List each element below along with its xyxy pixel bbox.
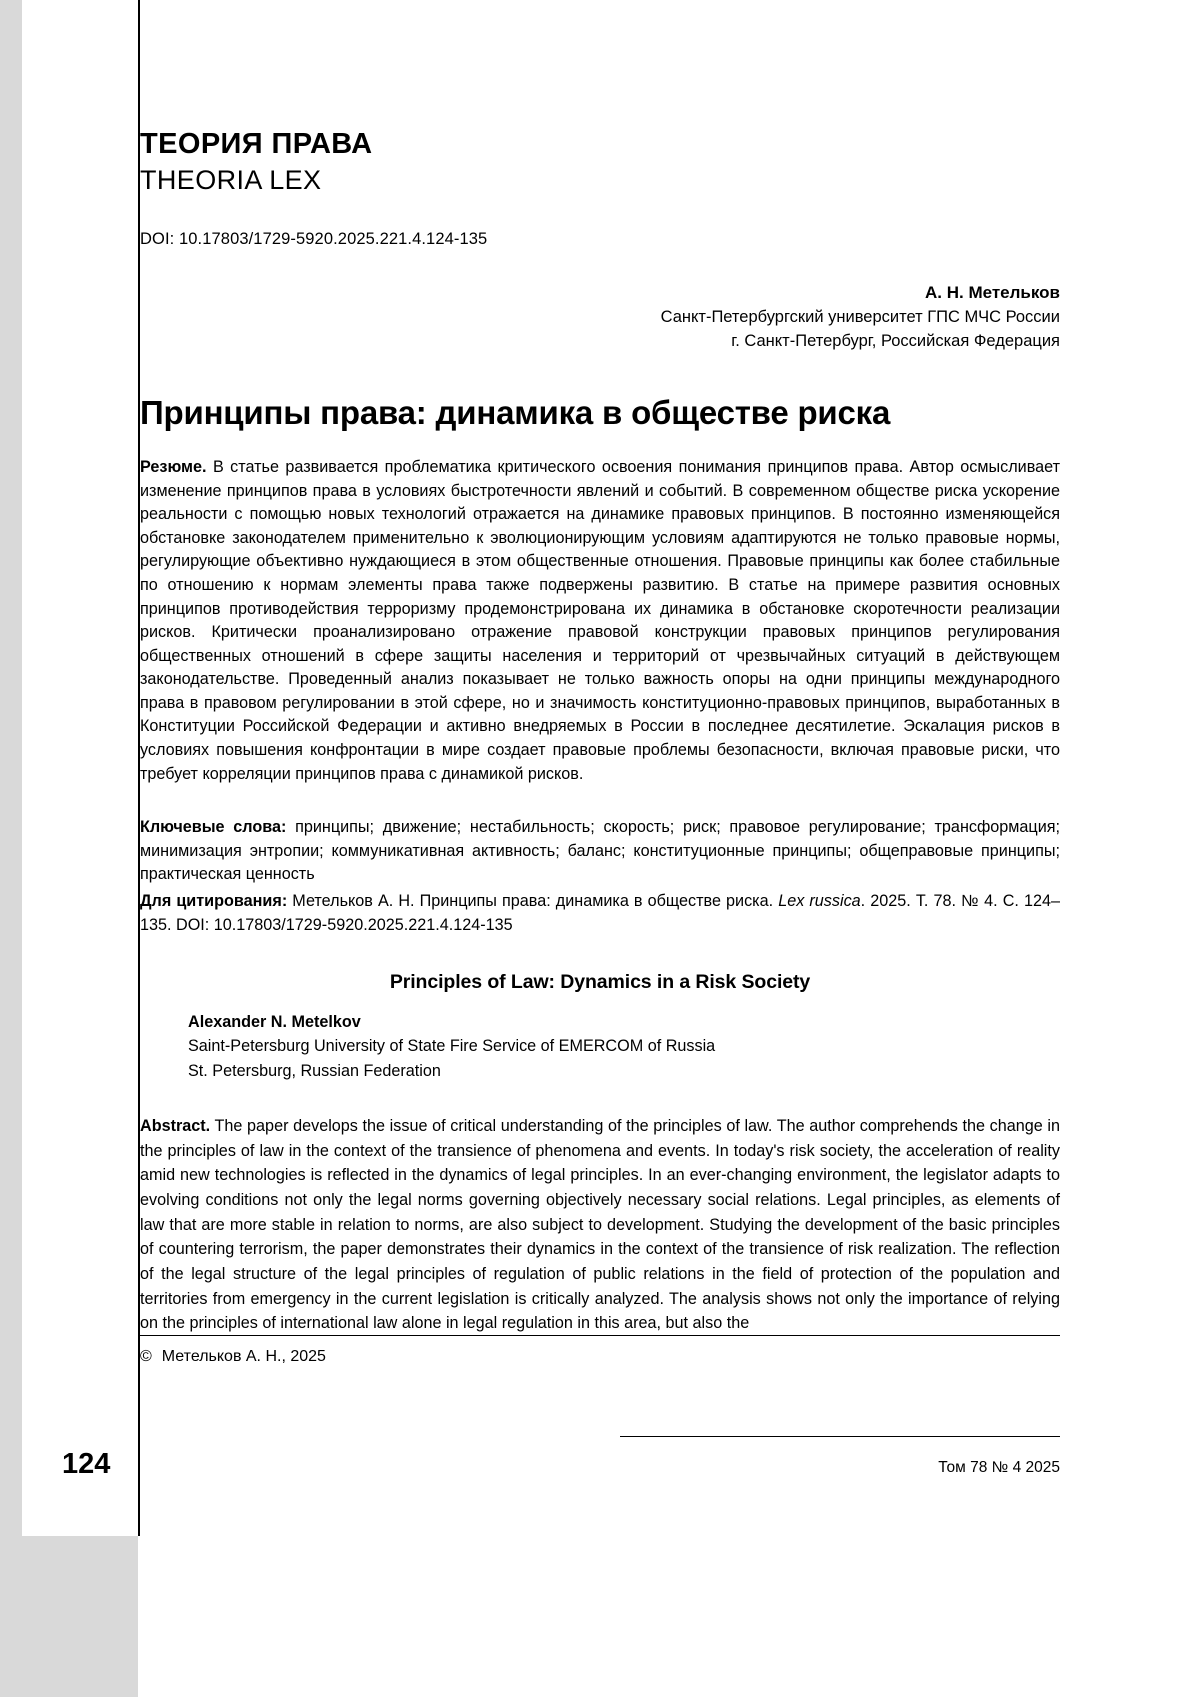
- left-margin-footer-band: [22, 1536, 138, 1697]
- author-affiliation-en: Saint-Petersburg University of State Fire Service of EMERCOM of Russia: [188, 1037, 716, 1056]
- citation-ru-journal: Lex russica: [778, 892, 861, 911]
- left-margin-white: [22, 0, 138, 1536]
- author-name-en: Alexander N. Metelkov: [188, 1013, 361, 1031]
- author-block-ru: [140, 281, 1060, 353]
- citation-ru: [140, 890, 1060, 937]
- abstract-en-text: The paper develops the issue of critical understanding of the principles of law. The author comprehends the change in the principles of law in the context of the transience of phenomena and events. In today's risk society, the acceleration of reality amid new technologies is reflected in the dynamics of legal principles. In an ever-changing environment, the legislator adapts to evolving conditions not only the legal norms governing objectively necessary social relations. Legal principles, as elements of law that are more stable in relation to norms, are also subject to development. Studying the development of the basic principles of countering terrorism, the paper demonstrates their dynamics in the context of the transience of risk realization. The reflection of the legal structure of the legal principles of regulation of public relations in the field of protection of the population and territories from emergency in the current legislation is critically analyzed. The analysis shows not only the importance of relying on the principles of international law alone in legal regulation in this area, but also the: [140, 1117, 1060, 1333]
- keywords-ru-text: принципы; движение; нестабильность; скорость; риск; правовое регулирование; трансформация; минимизация энтропии; коммуникативная активность; баланс; конституционные принципы; общеправовые принципы; практическая ценность: [140, 818, 1061, 884]
- abstract-en: [140, 1114, 1060, 1336]
- copyright-line: [140, 1348, 326, 1366]
- left-margin-band: [0, 0, 22, 1697]
- abstract-ru-text: В статье развивается проблематика критического освоения понимания принципов права. Автор осмысливает изменение принципов права в условиях быстротечности явлений и событий. В современном обществе риска ускорение реальности с помощью новых технологий отражается на динамике правовых принципов. В постоянно изменяющейся обстановке законодателем применительно к эволюционирующим условиям адаптируются не только правовые нормы, регулирующие объективно нуждающиеся в этом общественные отношения. Правовые принципы как более стабильные по отношению к нормам элементы права также подвержены развитию. В статье на примере развития основных принципов противодействия терроризму продемонстрирована их динамика в обстановке скоротечности реализации рисков. Критически проанализировано отражение правовой конструкции правовых принципов регулирования общественных отношений в сфере защиты населения и территорий от чрезвычайных ситуаций в действующем законодательстве. Проведенный анализ показывает не только важность опоры на одни принципы международного права в правовом регулировании в этой сфере, но и значимость конституционно-правовых принципов, выработанных в Конституции Российской Федерации и активно внедряемых в России в последнее десятилетие. Эскалация рисков в условиях повышения конфронтации в мире создает правовые проблемы безопасности, включая правовые риски, что требует корреляции принципов права с динамикой рисков.: [140, 458, 1060, 783]
- author-city-en: St. Petersburg, Russian Federation: [188, 1061, 441, 1080]
- abstract-ru: [140, 456, 1060, 786]
- copyright-text: Метельков А. Н., 2025: [161, 1348, 326, 1365]
- footer-rule: [620, 1436, 1060, 1437]
- journal-section-header: [140, 128, 1060, 197]
- author-block-en: [188, 1010, 1060, 1083]
- author-affiliation-ru: Санкт-Петербургский университет ГПС МЧС России: [660, 307, 1060, 326]
- abstract-ru-label: Резюме.: [140, 458, 207, 477]
- footnote-separator-rule: [140, 1335, 1060, 1336]
- citation-ru-text-after: . 2025. Т. 78. № 4. С. 124–135. DOI: 10.17803/1729-5920.2025.221.4.124-135: [140, 892, 1061, 934]
- citation-ru-label: Для цитирования:: [140, 892, 288, 911]
- author-city-ru: г. Санкт-Петербург, Российская Федерация: [731, 331, 1060, 350]
- author-name-ru: А. Н. Метельков: [925, 283, 1060, 302]
- volume-info: Том 78 № 4 2025: [938, 1459, 1060, 1476]
- article-title-ru: Принципы права: динамика в обществе риска: [140, 394, 891, 432]
- abstract-en-label: Abstract.: [140, 1117, 211, 1136]
- citation-ru-text-before: Метельков А. Н. Принципы права: динамика в обществе риска.: [287, 892, 779, 911]
- article-title-en: Principles of Law: Dynamics in a Risk Society: [389, 971, 811, 994]
- keywords-ru-label: Ключевые слова:: [140, 818, 287, 837]
- doi-line: DOI: 10.17803/1729-5920.2025.221.4.124-135: [140, 230, 488, 248]
- section-title-ru: ТЕОРИЯ ПРАВА: [140, 128, 373, 160]
- page-number: 124: [62, 1448, 111, 1480]
- keywords-ru: [140, 816, 1060, 887]
- section-title-en: THEORIA LEX: [140, 165, 322, 196]
- copyright-symbol: ©: [140, 1348, 152, 1365]
